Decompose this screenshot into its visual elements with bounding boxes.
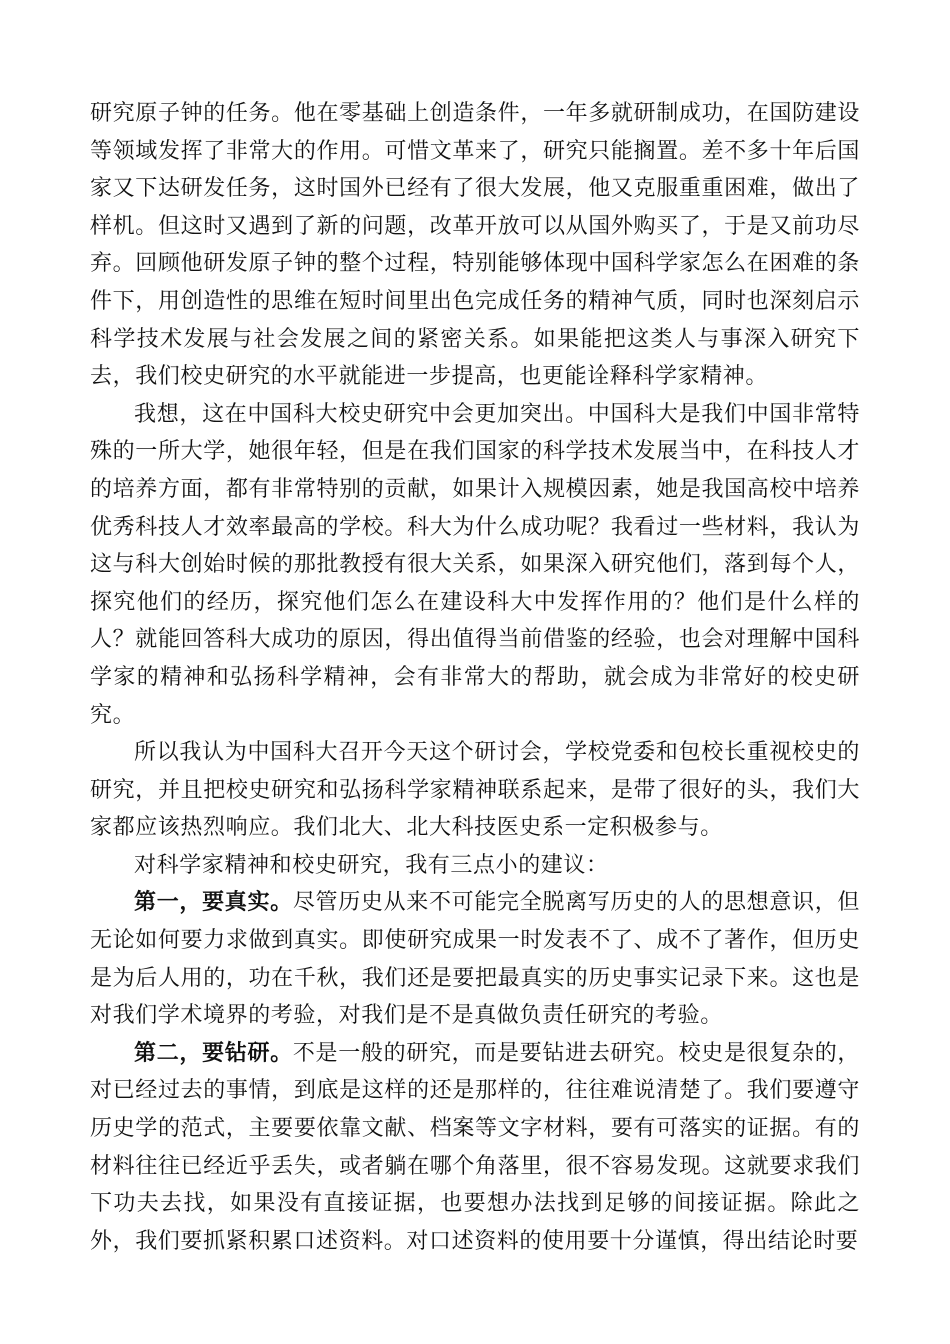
paragraph-2-text: 我想，这在中国科大校史研究中会更加突出。中国科大是我们中国非常特殊的一所大学，她很年轻，但是在我们国家的科学技术发展当中，在科技人才的培养方面，都有非常特别的贡献，如果计入规模因素，她是我国高校中培养优秀科技人才效率最高的学校。科大为什么成功呢？我看过一些材料，我认为这与科大创始时候的那批教授有很大关系，如果深入研究他们，落到每个人，探究他们的经历，探究他们怎么在建设科大中发挥作用的？他们是什么样的人？就能回答科大成功的原因，得出值得当前借鉴的经验，也会对理解中国科学家的精神和弘扬科学精神，会有非常大的帮助，就会成为非常好的校史研究。	[90, 401, 860, 728]
document-page	[90, 95, 860, 1260]
paragraph-6-lead: 第二，要钻研。	[134, 1040, 293, 1066]
paragraph-5-lead: 第一，要真实。	[134, 890, 293, 916]
paragraph-1	[90, 95, 860, 396]
paragraph-6	[90, 1035, 860, 1261]
paragraph-3	[90, 734, 860, 847]
paragraph-3-text: 所以我认为中国科大召开今天这个研讨会，学校党委和包校长重视校史的研究，并且把校史研究和弘扬科学家精神联系起来，是带了很好的头，我们大家都应该热烈响应。我们北大、北大科技医史系一定积极参与。	[90, 740, 860, 841]
paragraph-4-text: 对科学家精神和校史研究，我有三点小的建议：	[134, 852, 609, 878]
paragraph-4	[90, 847, 860, 885]
paragraph-5-text: 尽管历史从来不可能完全脱离写历史的人的思想意识，但无论如何要力求做到真实。即使研究成果一时发表不了、成不了著作，但历史是为后人用的，功在千秋，我们还是要把最真实的历史事实记录下来。这也是对我们学术境界的考验，对我们是不是真做负责任研究的考验。	[90, 890, 860, 1029]
paragraph-6-text: 不是一般的研究，而是要钻进去研究。校史是很复杂的，对已经过去的事情，到底是这样的还是那样的，往往难说清楚了。我们要遵守历史学的范式，主要要依靠文献、档案等文字材料，要有可落实的证据。有的材料往往已经近乎丢失，或者躺在哪个角落里，很不容易发现。这就要求我们下功夫去找，如果没有直接证据，也要想办法找到足够的间接证据。除此之外，我们要抓紧积累口述资料。对口述资料的使用要十分谨慎，得出结论时要	[90, 1040, 860, 1254]
paragraph-2	[90, 396, 860, 734]
paragraph-5	[90, 884, 860, 1034]
paragraph-1-text: 研究原子钟的任务。他在零基础上创造条件，一年多就研制成功，在国防建设等领域发挥了非常大的作用。可惜文革来了，研究只能搁置。差不多十年后国家又下达研发任务，这时国外已经有了很大发展，他又克服重重困难，做出了样机。但这时又遇到了新的问题，改革开放可以从国外购买了，于是又前功尽弃。回顾他研发原子钟的整个过程，特别能够体现中国科学家怎么在困难的条件下，用创造性的思维在短时间里出色完成任务的精神气质，同时也深刻启示科学技术发展与社会发展之间的紧密关系。如果能把这类人与事深入研究下去，我们校史研究的水平就能进一步提高，也更能诠释科学家精神。	[90, 101, 860, 390]
